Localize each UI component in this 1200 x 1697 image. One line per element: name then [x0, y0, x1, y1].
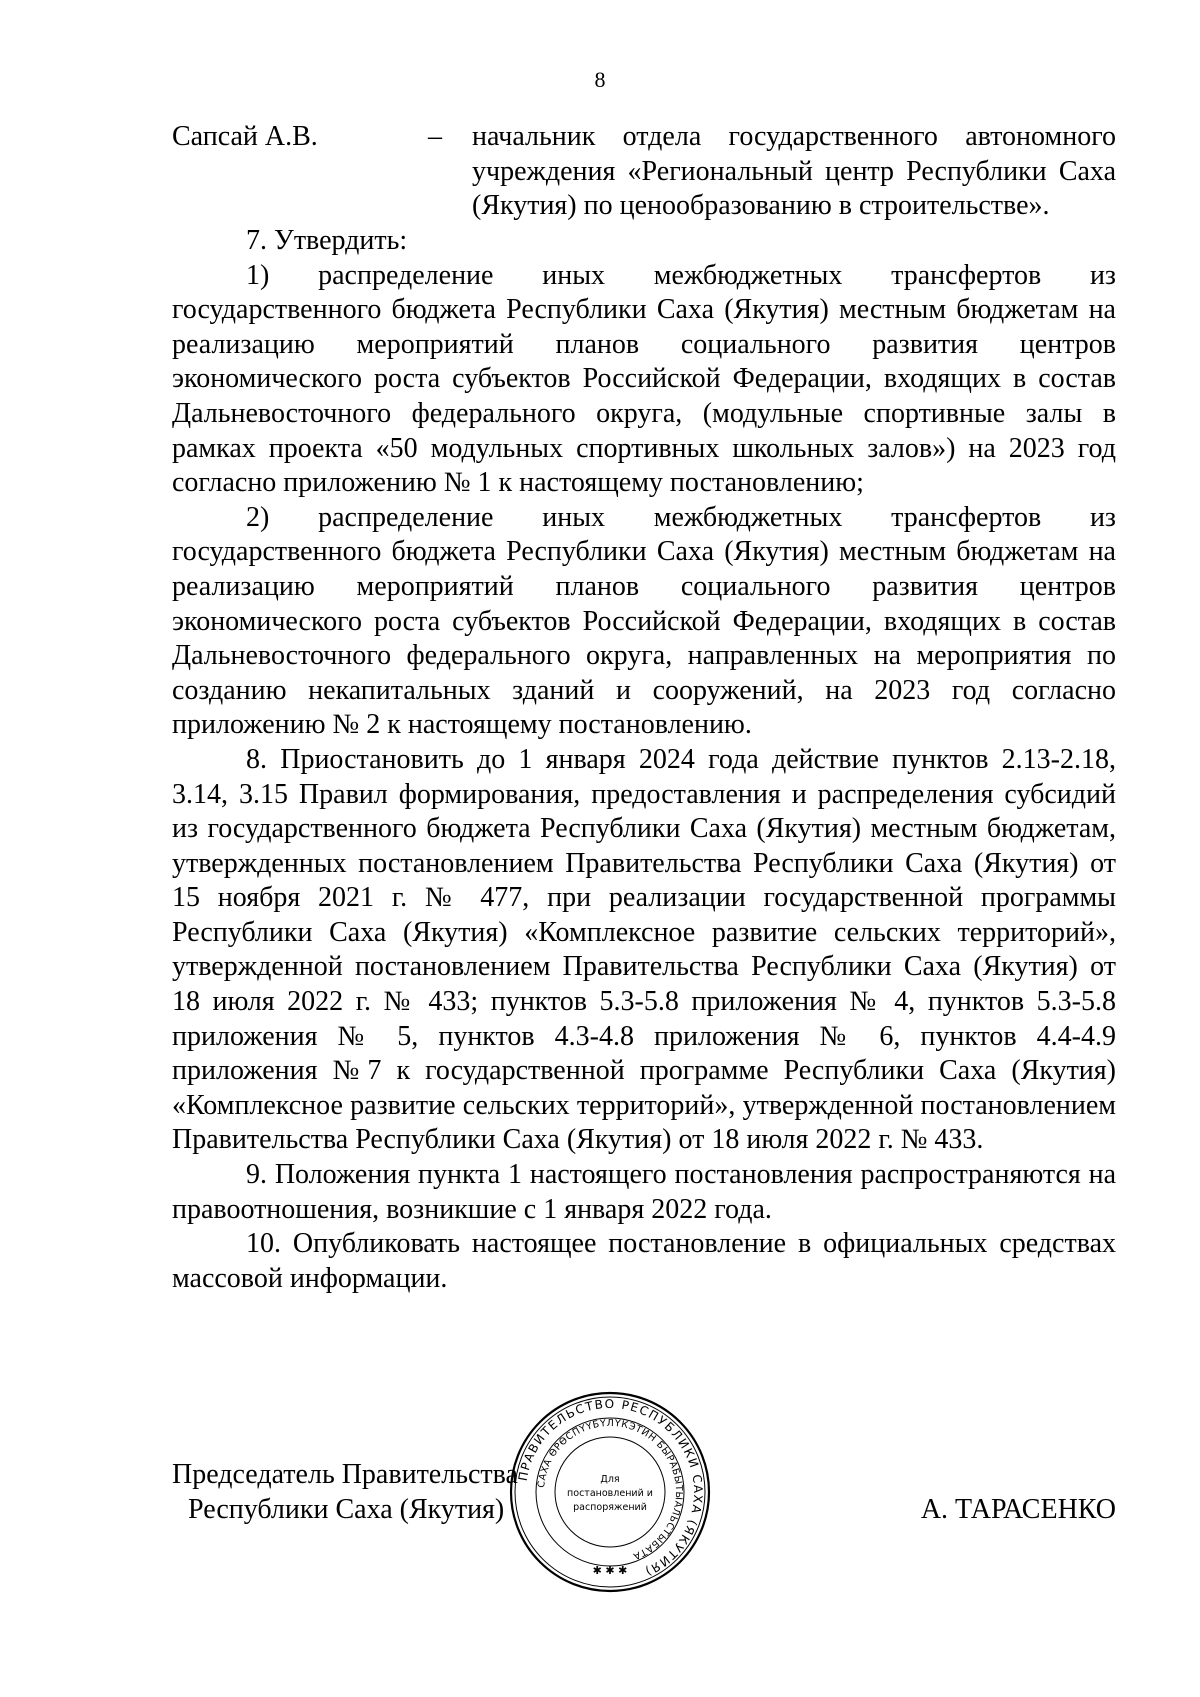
- member-dash: –: [428, 121, 442, 152]
- paragraph-7: 7. Утвердить:: [246, 225, 408, 256]
- signatory-title: [172, 1458, 518, 1527]
- official-seal: [508, 1390, 712, 1594]
- signatory-title-line-2: Республики Саха (Якутия): [188, 1493, 505, 1525]
- page-number: 8: [594, 67, 606, 92]
- seal-center-line-3: распоряжений: [573, 1502, 647, 1513]
- signatory-title-line-1: Председатель Правительства: [172, 1459, 518, 1490]
- member-description: начальник отдела государственного автономного учреждения «Региональный центр Республики Саха (Якутия) по ценообразованию в строительстве».: [472, 121, 1116, 222]
- seal-center-line-1: Для: [600, 1474, 620, 1485]
- paragraph-7-1: 1) распределение иных межбюджетных трансфертов из государственного бюджета Республики Саха (Якутия) местным бюджетам на реализацию мероприятий планов социального развития центров экономического роста субъектов Российской Федерации, входящих в состав Дальневосточного федерального округа, (модульные спортивные залы в рамках проекта «50 модульных спортивных школьных залов») на 2023 год согласно приложению № 1 к настоящему постановлению;: [172, 259, 1116, 499]
- seal-inner-text: САХА ӨРӨСПҮҮБҮЛҮКЭТИН БЫРАБЫТЫАЛЬСТЫБАТА: [536, 1417, 685, 1562]
- paragraph-8: 8. Приостановить до 1 января 2024 года действие пунктов 2.13-2.18, 3.14, 3.15 Правил формирования, предоставления и распределения субсидий из государственного бюджета Республики Саха (Якутия) местным бюджетам, утвержденных постановлением Правительства Республики Саха (Якутия) от 15 ноября 2021 г. № 477, при реализации государственной программы Республики Саха (Якутия) «Комплексное развитие сельских территорий», утвержденной постановлением Правительства Республики Саха (Якутия) от 18 июля 2022 г. № 433; пунктов 5.3-5.8 приложения № 4, пунктов 5.3-5.8 приложения № 5, пунктов 4.3-4.8 приложения № 6, пунктов 4.4-4.9 приложения №7 к государственной программе Республики Саха (Якутия) «Комплексное развитие сельских территорий», утвержденной постановлением Правительства Республики Саха (Якутия) от 18 июля 2022 г. № 433.: [172, 743, 1116, 1156]
- paragraph-7-2: 2) распределение иных межбюджетных трансфертов из государственного бюджета Республики Саха (Якутия) местным бюджетам на реализацию мероприятий планов социального развития центров экономического роста субъектов Российской Федерации, входящих в состав Дальневосточного федерального округа, направленных на мероприятия по созданию некапитальных зданий и сооружений, на 2023 год согласно приложению № 2 к настоящему постановлению.: [172, 501, 1116, 741]
- member-name: Сапсай А.В.: [172, 121, 318, 152]
- document-body: [172, 224, 1116, 1296]
- paragraph-10: 10. Опубликовать настоящее постановление в официальных средствах массовой информации.: [172, 1228, 1116, 1294]
- signatory-name: А. ТАРАСЕНКО: [920, 1494, 1116, 1525]
- seal-center-line-2: постановлений и: [567, 1488, 653, 1499]
- seal-outer-text: ПРАВИТЕЛЬСТВО РЕСПУБЛИКИ САХА (ЯКУТИЯ): [515, 1396, 706, 1580]
- paragraph-9: 9. Положения пункта 1 настоящего постановления распространяются на правоотношения, возникшие с 1 января 2022 года.: [172, 1159, 1116, 1225]
- seal-stars: ✱ ✱ ✱: [592, 1564, 628, 1577]
- seal-graphic: [508, 1390, 712, 1594]
